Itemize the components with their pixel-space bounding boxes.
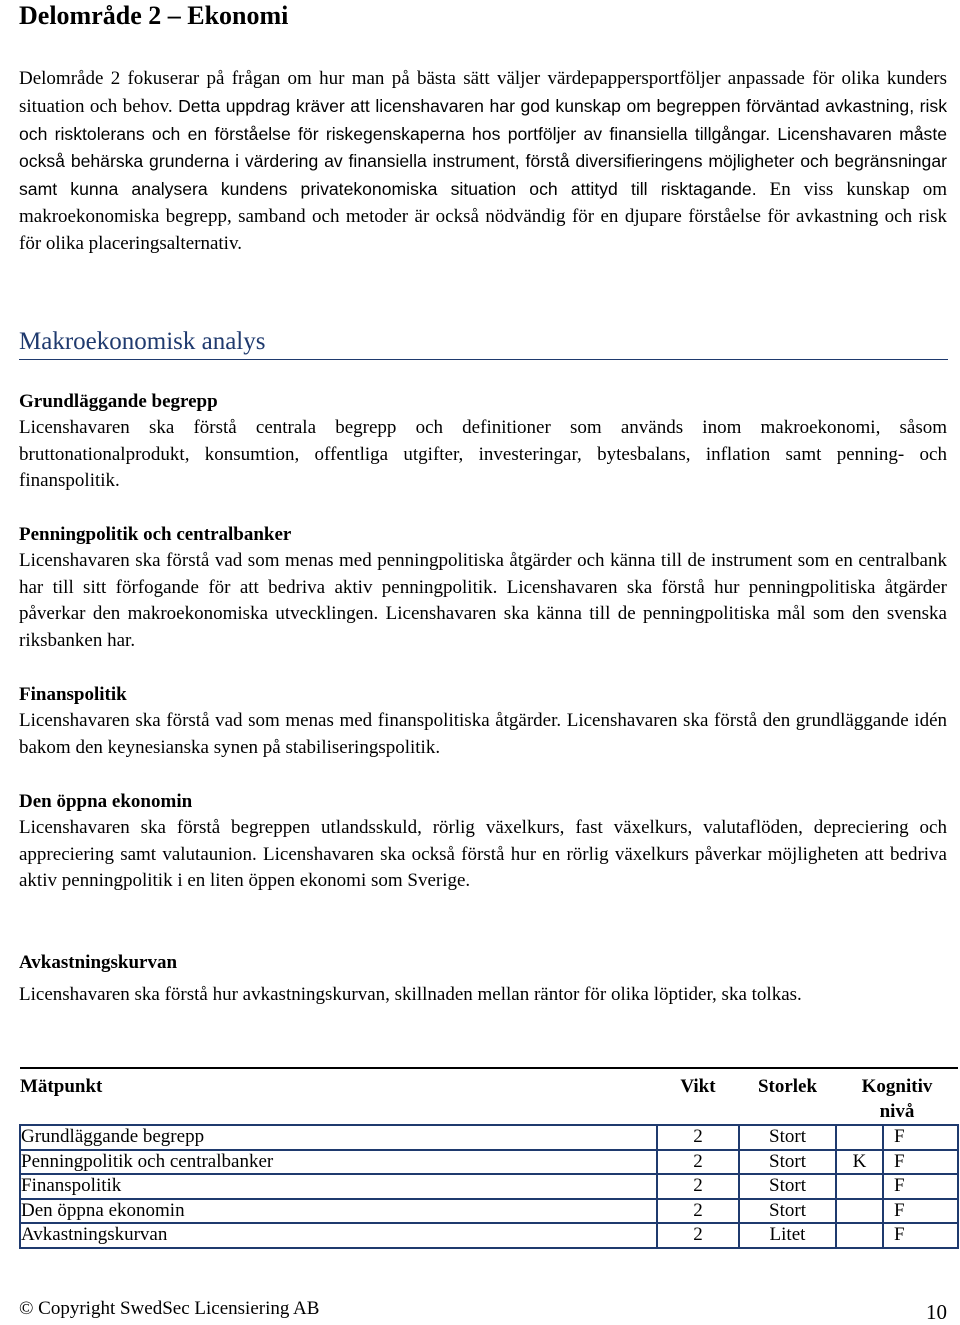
topic-text: Licenshavaren ska förstå hur avkastningskurvan, skillnaden mellan räntor för olika löptider, ska tolkas. bbox=[19, 984, 802, 1005]
measurement-table bbox=[19, 1067, 959, 1249]
cell-k bbox=[836, 1223, 883, 1248]
topic-section bbox=[19, 950, 947, 1009]
cell-name: Grundläggande begrepp bbox=[20, 1125, 657, 1150]
topic-heading: Penningpolitik och centralbanker bbox=[19, 524, 292, 545]
topic-text: Licenshavaren ska förstå vad som menas med penningpolitiska åtgärder och känna till de instrument som en centralbank har till sitt förfogande för att bedriva aktiv penningpolitik. Licenshavaren ska förstå hur penningpolitiska åtgärder påverkar den makroekonomiska utvecklingen. Licenshavaren ska känna till de penningpolitiska mål som den svenska riksbanken har. bbox=[19, 550, 947, 652]
topic-section bbox=[19, 389, 947, 495]
header-niva: nivå bbox=[879, 1101, 915, 1122]
header-vikt: Vikt bbox=[680, 1076, 716, 1097]
cell-storlek: Stort bbox=[739, 1199, 836, 1224]
cell-niva: F bbox=[883, 1174, 958, 1199]
intro-text-1: Delområde 2 fokuserar på frågan om hur man på bästa sätt väljer värdepappersportföljer anpassade för olika kunders situation och behov. bbox=[19, 68, 947, 117]
topic-heading: Den öppna ekonomin bbox=[19, 791, 193, 812]
cell-vikt: 2 bbox=[657, 1223, 739, 1248]
cell-storlek: Stort bbox=[739, 1150, 836, 1175]
table-row bbox=[20, 1125, 958, 1150]
intro-text-2: Detta uppdrag kräver att licenshavaren har god kunskap om begreppen förväntad avkastning, risk och risktolerans och en förståelse för riskegenskaperna hos portföljer av finansiella tillgångar. bbox=[19, 95, 948, 144]
topic-section bbox=[19, 522, 947, 655]
intro-text-4: En viss kunskap om makroekonomiska begrepp, samband och metoder är också nödvändig för en djupare förståelse för avkastning och risk för olika placeringsalternativ. bbox=[19, 179, 947, 254]
header-matpunkt: Mätpunkt bbox=[20, 1076, 103, 1097]
copyright-text: © Copyright SwedSec Licensiering AB bbox=[19, 1298, 320, 1319]
topic-section bbox=[19, 789, 947, 895]
page-title: Delområde 2 – Ekonomi bbox=[19, 1, 289, 30]
section-heading: Makroekonomisk analys bbox=[19, 326, 948, 360]
topic-text: Licenshavaren ska förstå centrala begrepp och definitioner som används inom makroekonomi, såsom bruttonationalprodukt, konsumtion, offentliga utgifter, investeringar, bytesbalans, inflation samt penning- och finanspolitik. bbox=[19, 417, 947, 492]
intro-text-3: Licenshavaren måste också behärska grunderna i värdering av finansiella instrument, förstå diversifieringens möjligheter och begränsningar samt kunna analysera kundens privatekonomiska situation och attityd till risktagande. bbox=[19, 123, 948, 200]
intro-paragraph bbox=[19, 66, 947, 258]
topic-heading: Avkastningskurvan bbox=[19, 952, 178, 973]
header-storlek: Storlek bbox=[757, 1076, 818, 1097]
page-number: 10 bbox=[926, 1300, 947, 1324]
cell-niva: F bbox=[883, 1150, 958, 1175]
topic-text: Licenshavaren ska förstå begreppen utlandsskuld, rörlig växelkurs, fast växelkurs, valutaflöden, depreciering och appreciering samt valutaunion. Licenshavaren ska också förstå hur en rörlig växelkurs påverkar möjligheten att bedriva aktiv penningpolitik i en liten öppen ekonomi som Sverige. bbox=[19, 817, 947, 892]
header-kognitiv: Kognitiv bbox=[861, 1076, 933, 1097]
header-kognitiv-niva bbox=[836, 1068, 958, 1125]
table-header-row bbox=[20, 1068, 958, 1125]
cell-k bbox=[836, 1125, 883, 1150]
table-row bbox=[20, 1199, 958, 1224]
table-row bbox=[20, 1150, 958, 1175]
cell-niva: F bbox=[883, 1199, 958, 1224]
cell-vikt: 2 bbox=[657, 1125, 739, 1150]
topic-text: Licenshavaren ska förstå vad som menas med finanspolitiska åtgärder. Licenshavaren ska förstå den grundläggande idén bakom den keynesianska synen på stabiliseringspolitik. bbox=[19, 710, 947, 758]
cell-k bbox=[836, 1174, 883, 1199]
table-row bbox=[20, 1174, 958, 1199]
topic-heading: Finanspolitik bbox=[19, 684, 127, 705]
cell-name: Finanspolitik bbox=[20, 1174, 657, 1199]
cell-vikt: 2 bbox=[657, 1174, 739, 1199]
cell-k: K bbox=[836, 1150, 883, 1175]
cell-storlek: Stort bbox=[739, 1125, 836, 1150]
cell-niva: F bbox=[883, 1223, 958, 1248]
cell-k bbox=[836, 1199, 883, 1224]
table-row bbox=[20, 1223, 958, 1248]
cell-storlek: Litet bbox=[739, 1223, 836, 1248]
cell-vikt: 2 bbox=[657, 1150, 739, 1175]
cell-name: Avkastningskurvan bbox=[20, 1223, 657, 1248]
topic-heading: Grundläggande begrepp bbox=[19, 391, 218, 412]
cell-storlek: Stort bbox=[739, 1174, 836, 1199]
cell-name: Penningpolitik och centralbanker bbox=[20, 1150, 657, 1175]
cell-niva: F bbox=[883, 1125, 958, 1150]
cell-name: Den öppna ekonomin bbox=[20, 1199, 657, 1224]
topic-section bbox=[19, 682, 947, 761]
cell-vikt: 2 bbox=[657, 1199, 739, 1224]
